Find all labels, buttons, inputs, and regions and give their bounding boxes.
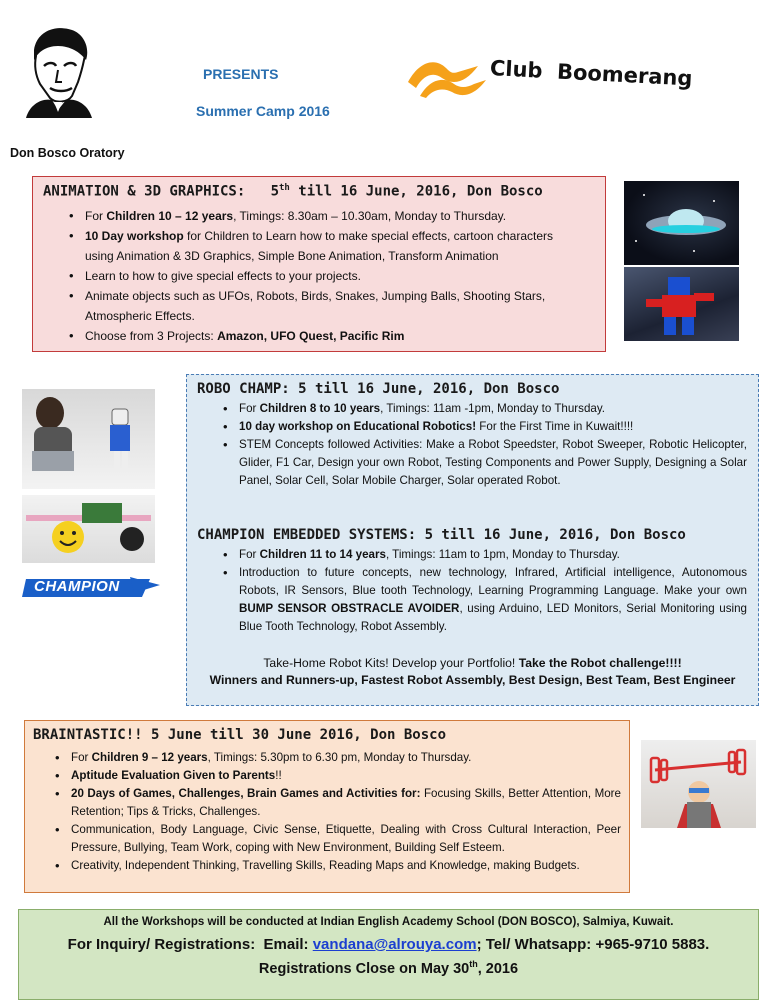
ufo-photo xyxy=(624,181,739,265)
portrait-logo-icon xyxy=(22,26,94,118)
champion-logo xyxy=(22,575,162,599)
club-name: Club Boomerang xyxy=(489,56,694,91)
list-item: • Creativity, Independent Thinking, Travelling Skills, Reading Maps and Knowledge, making Budgets. xyxy=(49,857,621,875)
champion-heading: CHAMPION EMBEDDED SYSTEMS: 5 till 16 June, 2016, Don Bosco xyxy=(197,527,686,543)
robo-champ-section xyxy=(186,374,759,706)
boy-with-robot-photo xyxy=(22,389,155,489)
awards-note: Winners and Runners-up, Fastest Robot Assembly, Best Design, Best Team, Best Engineer xyxy=(209,673,736,687)
footer-section xyxy=(18,909,759,1000)
club-boomerang-logo xyxy=(402,52,702,104)
camp-title: Summer Camp 2016 xyxy=(196,103,330,119)
animation-section xyxy=(32,176,606,352)
list-item: • Aptitude Evaluation Given to Parents!! xyxy=(49,767,621,785)
lego-superhero-photo xyxy=(624,267,739,341)
list-item: • For Children 8 to 10 years, Timings: 11am -1pm, Monday to Thursday. xyxy=(217,400,747,418)
animation-heading: ANIMATION & 3D GRAPHICS: 5th till 16 June, 2016, Don Bosco xyxy=(43,183,543,200)
list-item: • Learn to how to give special effects to your projects. xyxy=(63,266,583,286)
robo-list xyxy=(217,400,747,490)
list-item: • Animate objects such as UFOs, Robots, Birds, Snakes, Jumping Balls, Shooting Stars, Atmospheric Effects. xyxy=(63,286,583,326)
list-item: • For Children 10 – 12 years, Timings: 8.30am – 10.30am, Monday to Thursday. xyxy=(63,206,583,226)
list-item: • For Children 9 – 12 years, Timings: 5.30pm to 6.30 pm, Monday to Thursday. xyxy=(49,749,621,767)
champion-list xyxy=(217,546,747,636)
contact-line: For Inquiry/ Registrations: Email: vandana@alrouya.com; Tel/ Whatsapp: +965-9710 5883. xyxy=(67,936,710,953)
list-item: • Communication, Body Language, Civic Sense, Etiquette, Dealing with Cross Cultural Interaction, Peer Pressure, Bullying, Team Work, coping with New Environment, Building Self Esteem. xyxy=(49,821,621,857)
presents-label: PRESENTS xyxy=(203,66,279,82)
smiley-robot-photo xyxy=(22,495,155,563)
braintastic-list xyxy=(49,749,621,875)
child-lifting-weights-photo xyxy=(641,740,756,828)
org-name: Don Bosco Oratory xyxy=(10,146,125,160)
list-item: • 20 Days of Games, Challenges, Brain Games and Activities for: Focusing Skills, Better Attention, More Retention; Tips & Tricks, Challenges. xyxy=(49,785,621,821)
email-link[interactable]: vandana@alrouya.com xyxy=(312,936,477,953)
list-item: • Choose from 3 Projects: Amazon, UFO Quest, Pacific Rim xyxy=(63,326,583,346)
robot-challenge-note: Take-Home Robot Kits! Develop your Portfolio! Take the Robot challenge!!!! xyxy=(263,656,682,670)
list-item: • 10 day workshop on Educational Robotics! For the First Time in Kuwait!!!! xyxy=(217,418,747,436)
animation-list xyxy=(63,206,583,346)
registration-deadline: Registrations Close on May 30th, 2016 xyxy=(258,959,519,977)
braintastic-heading: BRAINTASTIC!! 5 June till 30 June 2016, Don Bosco xyxy=(33,727,447,743)
list-item: • STEM Concepts followed Activities: Make a Robot Speedster, Robot Sweeper, Robotic Helicopter, Glider, F1 Car, Design your own Robot, Testing Components and Power Supply, Designing a Solar Panel, Solar Cell, Solar Mobile Charger, Solar operated Robot. xyxy=(217,436,747,490)
list-item: • For Children 11 to 14 years, Timings: 11am to 1pm, Monday to Thursday. xyxy=(217,546,747,564)
list-item: • 10 Day workshop for Children to Learn how to make special effects, cartoon characters using Animation & 3D Graphics, Simple Bone Animation, Transform Animation xyxy=(63,226,583,266)
list-item: • Introduction to future concepts, new technology, Infrared, Artificial intelligence, Autonomous Robots, IR Sensors, Blue tooth Technology, Learning Programming Language. Make your own BUMP SENSOR OBSTRACLE AVOIDER, using Arduino, LED Monitors, Serial Monitoring using Blue Tooth Technology, Robot Assembly. xyxy=(217,564,747,636)
champion-logo-text: CHAMPION xyxy=(34,578,120,595)
robo-heading: ROBO CHAMP: 5 till 16 June, 2016, Don Bosco xyxy=(197,381,560,397)
venue-line: All the Workshops will be conducted at Indian English Academy School (DON BOSCO), Salmiya, Kuwait. xyxy=(103,916,674,928)
braintastic-section xyxy=(24,720,630,893)
